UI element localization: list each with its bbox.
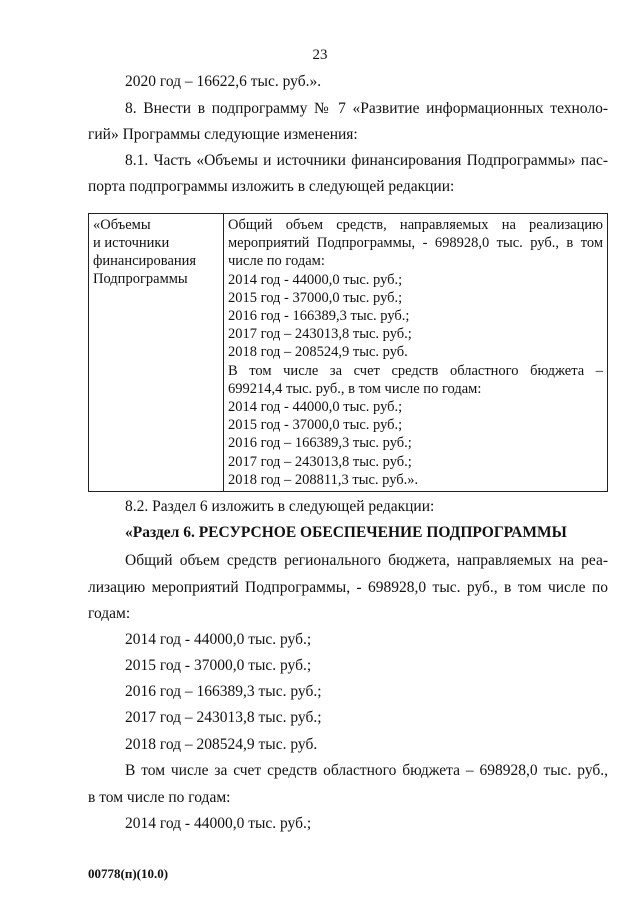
passport-table	[88, 213, 608, 492]
label-line: и источники	[93, 235, 170, 251]
year-line: 2018 год – 208524,9 тыс. руб.	[125, 736, 318, 753]
content-line: 2018 год – 208811,3 тыс. руб.».	[228, 471, 419, 488]
item8-line1: 8. Внести в подпрограмму № 7 «Развитие информационных техноло-	[125, 100, 608, 117]
content-line: 2016 год – 166389,3 тыс. руб.;	[228, 435, 412, 452]
regional-line2: в том числе по годам:	[88, 789, 231, 806]
content-line: 699214,4 тыс. руб., в том числе по годам:	[228, 380, 482, 397]
item8-2: 8.2. Раздел 6 изложить в следующей редакции:	[125, 498, 435, 515]
page-number: 23	[312, 47, 328, 63]
item8-1-line2: порта подпрограммы изложить в следующей редакции:	[88, 178, 455, 195]
content-line: 2014 год - 44000,0 тыс. руб.;	[228, 399, 403, 416]
section6-heading: «Раздел 6. РЕСУРСНОЕ ОБЕСПЕЧЕНИЕ ПОДПРОГРАММЫ	[125, 524, 567, 541]
regional-year-line: 2014 год - 44000,0 тыс. руб.;	[125, 815, 312, 832]
item8-1-line1: 8.1. Часть «Объемы и источники финансирования Подпрограммы» пас-	[125, 152, 608, 169]
label-line: Подпрограммы	[93, 271, 188, 287]
content-line: 2016 год - 166389,3 тыс. руб.;	[228, 308, 410, 325]
section6-body-line2: лизацию мероприятий Подпрограммы, - 698928,0 тыс. руб., в том числе по	[88, 579, 608, 596]
regional-line1: В том числе за счет средств областного бюджета – 698928,0 тыс. руб.,	[125, 762, 608, 779]
intro-line: 2020 год – 16622,6 тыс. руб.».	[125, 73, 322, 90]
content-line: Общий объем средств, направляемых на реализацию	[228, 217, 603, 233]
content-line: 2017 год – 243013,8 тыс. руб.;	[228, 326, 412, 343]
passport-content-cell	[224, 214, 608, 492]
document-code: 00778(п)(10.0)	[88, 866, 169, 881]
label-line: «Объемы	[93, 217, 151, 233]
content-line: 2017 год – 243013,8 тыс. руб.;	[228, 453, 412, 470]
section6-body-line1: Общий объем средств регионального бюджета, направляемых на реа-	[125, 552, 608, 569]
year-line: 2017 год – 243013,8 тыс. руб.;	[125, 709, 322, 726]
content-line: 2014 год - 44000,0 тыс. руб.;	[228, 271, 403, 288]
item8-line2: гий» Программы следующие изменения:	[88, 126, 358, 143]
year-line: 2015 год - 37000,0 тыс. руб.;	[125, 657, 312, 674]
content-line: числе по годам:	[228, 253, 325, 270]
label-line: финансирования	[93, 253, 197, 269]
passport-label-cell	[89, 214, 224, 492]
content-line: 2015 год - 37000,0 тыс. руб.;	[228, 289, 403, 306]
year-line: 2016 год – 166389,3 тыс. руб.;	[125, 683, 322, 700]
year-line: 2014 год - 44000,0 тыс. руб.;	[125, 631, 312, 648]
section6-body-line3: годам:	[88, 605, 131, 622]
content-line: В том числе за счет средств областного бюджета –	[228, 362, 603, 379]
content-line: 2018 год – 208524,9 тыс. руб.	[228, 344, 408, 361]
content-line: мероприятий Подпрограммы, - 698928,0 тыс. руб., в том	[228, 235, 603, 252]
content-line: 2015 год - 37000,0 тыс. руб.;	[228, 417, 403, 434]
